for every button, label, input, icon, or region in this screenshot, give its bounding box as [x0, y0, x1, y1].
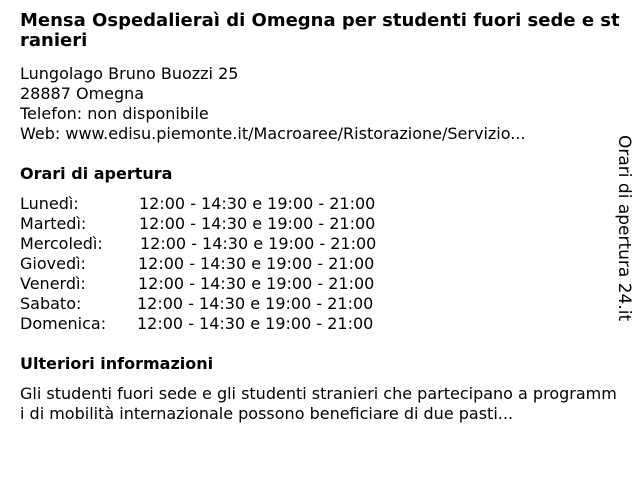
- info-description: Gli studenti fuori sede e gli studenti stranieri che partecipano a programmi di mobilità internazionale possono beneficiare di due pasti...: [20, 384, 617, 423]
- street-address: Lungolago Bruno Buozzi 25: [20, 64, 239, 83]
- hours-heading: Orari di apertura: [20, 164, 173, 183]
- opening-hours-table: [20, 194, 440, 334]
- page-title: Mensa Ospedalierаì di Omegna per studenti fuori sede e stranieri: [20, 10, 620, 51]
- time-range: 12:00 - 14:30 e 19:00 - 21:00: [140, 234, 377, 253]
- brand-watermark[interactable]: Orari di apertura 24.it: [614, 135, 634, 322]
- day-label: Mercoledì:: [20, 234, 103, 253]
- city-address: 28887 Omegna: [20, 84, 145, 103]
- day-label: Domenica:: [20, 314, 107, 333]
- time-range: 12:00 - 14:30 e 19:00 - 21:00: [138, 254, 375, 273]
- info-heading: Ulteriori informazioni: [20, 354, 214, 373]
- time-range: 12:00 - 14:30 e 19:00 - 21:00: [139, 214, 376, 233]
- time-range: 12:00 - 14:30 e 19:00 - 21:00: [137, 314, 374, 333]
- hours-row-tuesday: [20, 214, 440, 234]
- day-label: Lunedì:: [20, 194, 79, 213]
- address-block: [20, 64, 526, 144]
- day-label: Sabato:: [20, 294, 82, 313]
- time-range: 12:00 - 14:30 e 19:00 - 21:00: [138, 274, 375, 293]
- day-label: Giovedì:: [20, 254, 86, 273]
- time-range: 12:00 - 14:30 e 19:00 - 21:00: [139, 194, 376, 213]
- hours-row-thursday: [20, 254, 440, 274]
- hours-row-sunday: [20, 314, 440, 334]
- website-link[interactable]: Web: www.edisu.piemonte.it/Macroaree/Ristorazione/Servizio...: [20, 124, 526, 143]
- phone-info: Telefon: non disponibile: [20, 104, 209, 123]
- hours-row-wednesday: [20, 234, 440, 254]
- day-label: Martedì:: [20, 214, 87, 233]
- hours-row-monday: [20, 194, 440, 214]
- day-label: Venerdì:: [20, 274, 86, 293]
- hours-row-saturday: [20, 294, 440, 314]
- time-range: 12:00 - 14:30 e 19:00 - 21:00: [137, 294, 374, 313]
- hours-row-friday: [20, 274, 440, 294]
